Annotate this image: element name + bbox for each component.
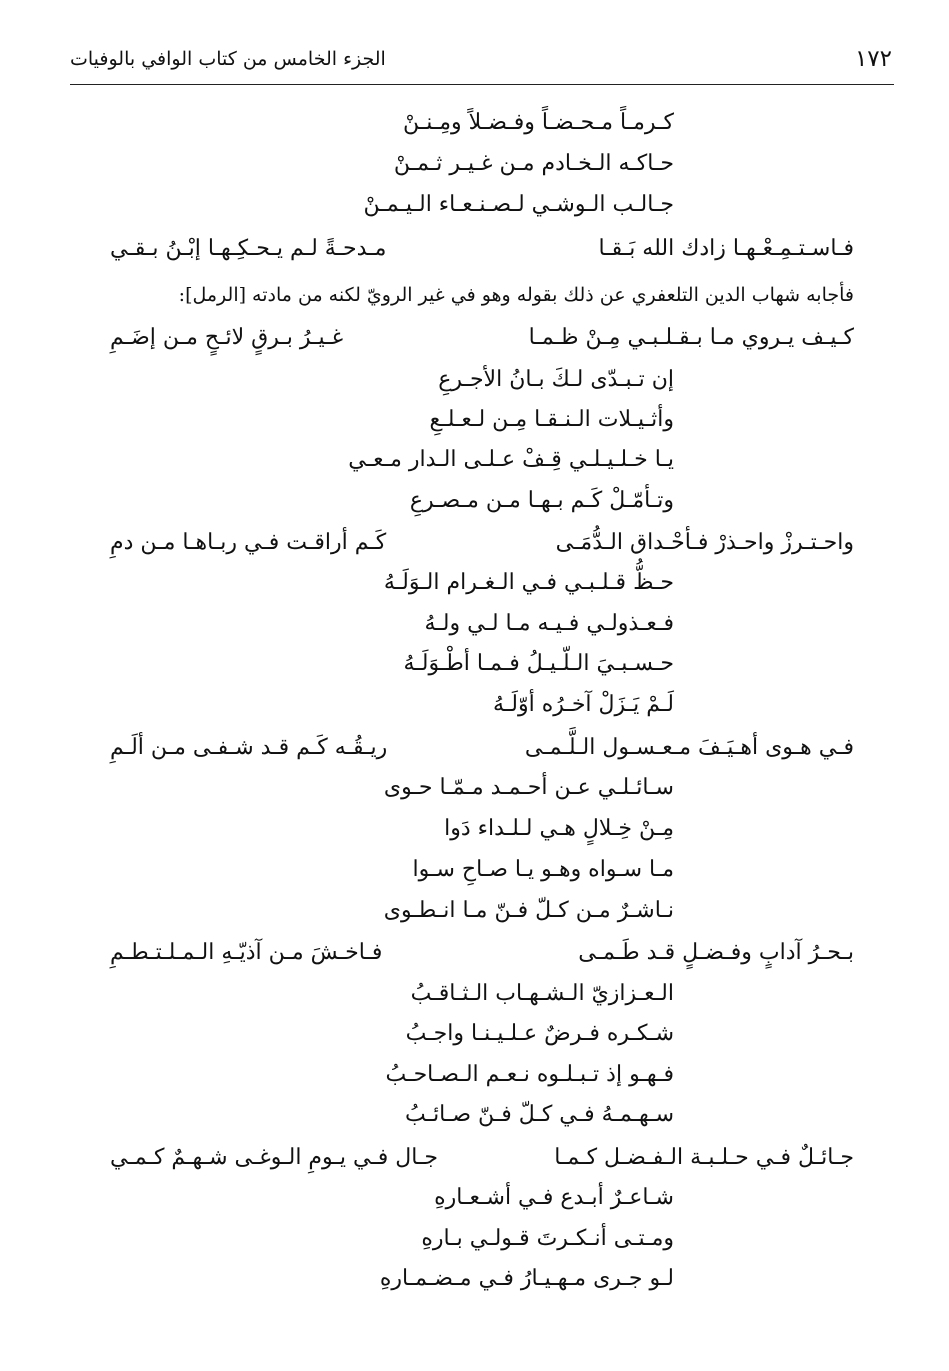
poem-verse bbox=[0, 733, 949, 763]
poem-hemistich: شـكـره فـرضٌ عـلـيـنـا واجـبُ bbox=[405, 1021, 674, 1046]
verse-first-half: كـيـف يـروي مـا بـقـلـبـي مِـنْ ظـمـا bbox=[528, 325, 854, 350]
poem-verse bbox=[0, 234, 949, 264]
prose-paragraph: فأجابه شهاب الدين التلعفري عن ذلك بقوله وهو في غير الرويّ لكنه من مادته [الرمل]: bbox=[178, 284, 854, 306]
poem-hemistich: حـسـبـيَ الـلّـيـلُ فـمـا أطْـوَلَـهُ bbox=[403, 651, 674, 676]
poem-hemistich: فـعـذولـي فـيـه مـا لـي ولـهُ bbox=[424, 611, 674, 636]
verse-second-half: فـاخـشَ مـن آذيّـهِ الـمـلـتـطـمِ bbox=[110, 940, 383, 965]
verse-second-half: كَـم أراقـت فـي ربـاهـا مـن دمِ bbox=[110, 530, 387, 555]
poem-hemistich: سـهـمـهُ فـي كـلّ فـنّ صـائـبُ bbox=[405, 1102, 674, 1127]
poem-verse bbox=[0, 323, 949, 353]
poem-hemistich: مِـنْ خِـلالٍ هـي لـلـداء دَوا bbox=[444, 816, 674, 841]
poem-hemistich: حـظُّ قـلـبـي فـي الـغـرام الـوَلَـهُ bbox=[383, 570, 674, 595]
verse-second-half: مـدحـةً لـم يـحـكِـهـا إبْـنُ بـقـي bbox=[110, 236, 387, 261]
poem-hemistich: جـالـب الـوشـي لـصـنـعـاء الـيـمـنْ bbox=[363, 192, 674, 217]
poem-hemistich: إن تـبـدّى لـكَ بـانُ الأجـرعِ bbox=[438, 367, 674, 392]
poem-hemistich: لَـمْ يَـزَلْ آخـرُه أوّلَـهُ bbox=[493, 692, 674, 717]
poem-verse bbox=[0, 1143, 949, 1173]
poem-hemistich: ومـتـى أنـكـرتَ قـولـي بـارهِ bbox=[421, 1226, 674, 1251]
verse-first-half: فـي هـوى أهـيَـفَ مـعـسـول الـلَّـمـى bbox=[524, 735, 854, 760]
poem-hemistich: يـا خـلـيـلـي قِـفْ عـلـى الـدار مـعـي bbox=[348, 447, 674, 472]
poem-hemistich: وتـأمّـلْ كَـم بـهـا مـن مـصـرعِ bbox=[409, 488, 674, 513]
page-number: ١٧٢ bbox=[854, 46, 892, 72]
poem-hemistich: نـاشـرٌ مـن كـلّ فـنّ مـا انـطـوى bbox=[383, 898, 674, 923]
verse-first-half: جـائـلٌ فـي حـلـبـة الـفـضـل كـمـا bbox=[554, 1145, 854, 1170]
verse-second-half: غـيـرُ بـرقٍ لائـحٍ مـن إضَـمِ bbox=[110, 325, 344, 350]
page-header bbox=[70, 40, 894, 85]
verse-first-half: واحـتـرزْ واحـذرْ فـأحْـداق الـدُّمَـى bbox=[555, 530, 854, 555]
verse-first-half: بـحـرُ آدابٍ وفـضـلٍ قـد طَـمـى bbox=[578, 940, 854, 965]
running-title: الجزء الخامس من كتاب الوافي بالوفيات bbox=[70, 48, 386, 70]
verse-second-half: جـال فـي يـومِ الـوغـى شـهـمٌ كـمـي bbox=[110, 1145, 438, 1170]
poem-verse bbox=[0, 528, 949, 558]
poem-hemistich: حـاكـه الـخـادم مـن غـيـر ثـمـنْ bbox=[393, 151, 674, 176]
poem-hemistich: لـو جـرى مـهـيـارُ فـي مـضـمـارهِ bbox=[379, 1266, 674, 1291]
verse-first-half: فـاسـتـمِـعْـهـا زادك الله بَـقـا bbox=[598, 236, 854, 261]
poem-hemistich: وأثـيـلات الـنـقـا مِـن لـعـلـعِ bbox=[429, 407, 674, 432]
poem-hemistich: مـا سـواه وهـو يـا صـاحِ سـوا bbox=[412, 857, 674, 882]
poem-hemistich: شـاعـرٌ أبـدع فـي أشـعـارهِ bbox=[434, 1185, 674, 1210]
poem-hemistich: كـرمـاً مـحـضـاً وفـضـلاً ومِـنـنْ bbox=[403, 110, 674, 135]
poem-hemistich: سـائـلـي عـن أحـمـد مـمّـا حـوى bbox=[383, 775, 674, 800]
poem-hemistich: الـعـزازيّ الـشـهـاب الـثـاقـبُ bbox=[410, 981, 674, 1006]
poem-verse bbox=[0, 938, 949, 968]
verse-second-half: ريـقُـه كَـم قـد شـفـى مـن ألَـمِ bbox=[110, 735, 388, 760]
poem-hemistich: فـهـو إذ تـبـلـوه نـعـم الـصـاحـبُ bbox=[385, 1062, 674, 1087]
